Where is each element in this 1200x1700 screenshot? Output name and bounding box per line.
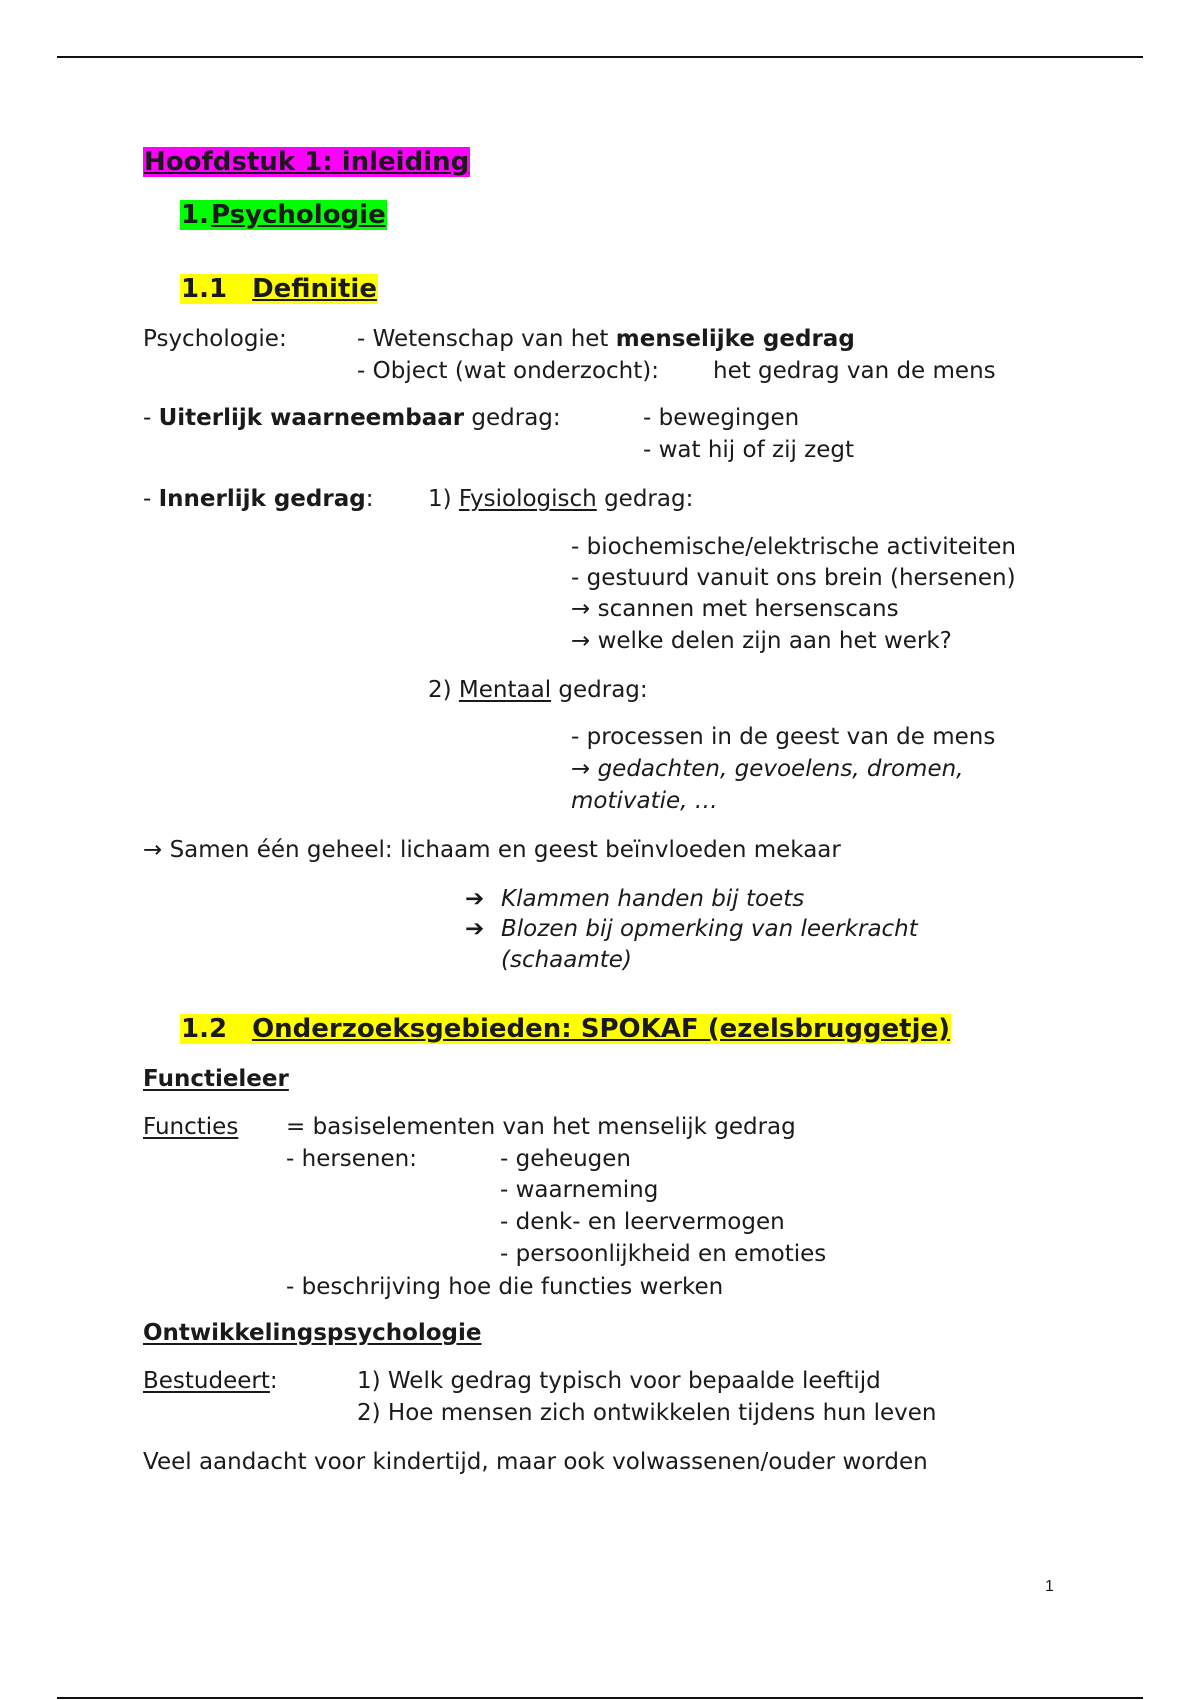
example-1: Klammen handen bij toets: [501, 886, 805, 912]
bestudeert-label: Bestudeert:: [143, 1368, 278, 1394]
inner-behavior-label: - Innerlijk gedrag:: [143, 486, 374, 512]
page-number: 1: [1045, 1578, 1054, 1595]
example-arrow-icon: ➔: [465, 886, 485, 912]
subsection-title: Definitie: [252, 274, 377, 304]
outer-item-1: - bewegingen: [643, 405, 800, 431]
outer-behavior-label: - Uiterlijk waarneembaar gedrag:: [143, 405, 561, 431]
example-2-continued: (schaamte): [501, 947, 632, 973]
functies-description: - beschrijving hoe die functies werken: [286, 1274, 724, 1300]
functies-definition: = basiselementen van het menselijk gedrag: [286, 1114, 796, 1140]
ontwikkeling-heading: Ontwikkelingspsychologie: [143, 1320, 482, 1346]
hersenen-label: - hersenen:: [286, 1146, 417, 1172]
footer-rule: [57, 1697, 1143, 1699]
ontwikkeling-note: Veel aandacht voor kindertijd, maar ook volwassenen/ouder worden: [143, 1449, 928, 1475]
definition-line-2-value: het gedrag van de mens: [713, 358, 996, 384]
function-item-2: - waarneming: [500, 1177, 659, 1203]
header-rule: [57, 56, 1143, 58]
together-line: → Samen één geheel: lichaam en geest beïnvloeden mekaar: [143, 837, 841, 863]
function-item-1: - geheugen: [500, 1146, 631, 1172]
functies-label: Functies: [143, 1114, 239, 1140]
subsection-heading-onderzoeksgebieden: [180, 1012, 951, 1046]
outer-item-2: - wat hij of zij zegt: [643, 437, 854, 463]
subsection-heading-definitie: [180, 272, 378, 306]
ontwikkeling-item-2: 2) Hoe mensen zich ontwikkelen tijdens hun leven: [357, 1400, 937, 1426]
definition-line-2-label: - Object (wat onderzocht):: [357, 358, 659, 384]
mental-item-1: - processen in de geest van de mens: [571, 724, 996, 750]
physiological-item-4: → welke delen zijn aan het werk?: [571, 628, 952, 654]
functieleer-heading: Functieleer: [143, 1066, 289, 1092]
function-item-4: - persoonlijkheid en emoties: [500, 1241, 827, 1267]
example-arrow-icon: ➔: [465, 916, 485, 942]
mental-item-3: motivatie, …: [571, 788, 718, 814]
subsection-number: 1.1: [180, 274, 251, 304]
section-title: Psychologie: [210, 200, 386, 230]
physiological-item-3: → scannen met hersenscans: [571, 596, 899, 622]
example-2: Blozen bij opmerking van leerkracht: [501, 916, 918, 942]
physiological-heading: 1) Fysiologisch gedrag:: [428, 486, 694, 512]
mental-heading: 2) Mentaal gedrag:: [428, 677, 648, 703]
ontwikkeling-item-1: 1) Welk gedrag typisch voor bepaalde leeftijd: [357, 1368, 881, 1394]
subsection-title: Onderzoeksgebieden: SPOKAF (ezelsbruggetje): [252, 1014, 951, 1044]
definition-label: Psychologie:: [143, 326, 287, 352]
subsection-number: 1.2: [180, 1014, 251, 1044]
physiological-item-2: - gestuurd vanuit ons brein (hersenen): [571, 565, 1016, 591]
chapter-heading: Hoofdstuk 1: inleiding: [144, 147, 470, 177]
mental-item-2: → gedachten, gevoelens, dromen,: [571, 756, 964, 782]
definition-line-1: - Wetenschap van het menselijke gedrag: [357, 326, 855, 352]
section-number: 1.: [181, 200, 209, 230]
function-item-3: - denk- en leervermogen: [500, 1209, 785, 1235]
physiological-item-1: - biochemische/elektrische activiteiten: [571, 534, 1016, 560]
section-heading-psychologie: [180, 198, 387, 232]
